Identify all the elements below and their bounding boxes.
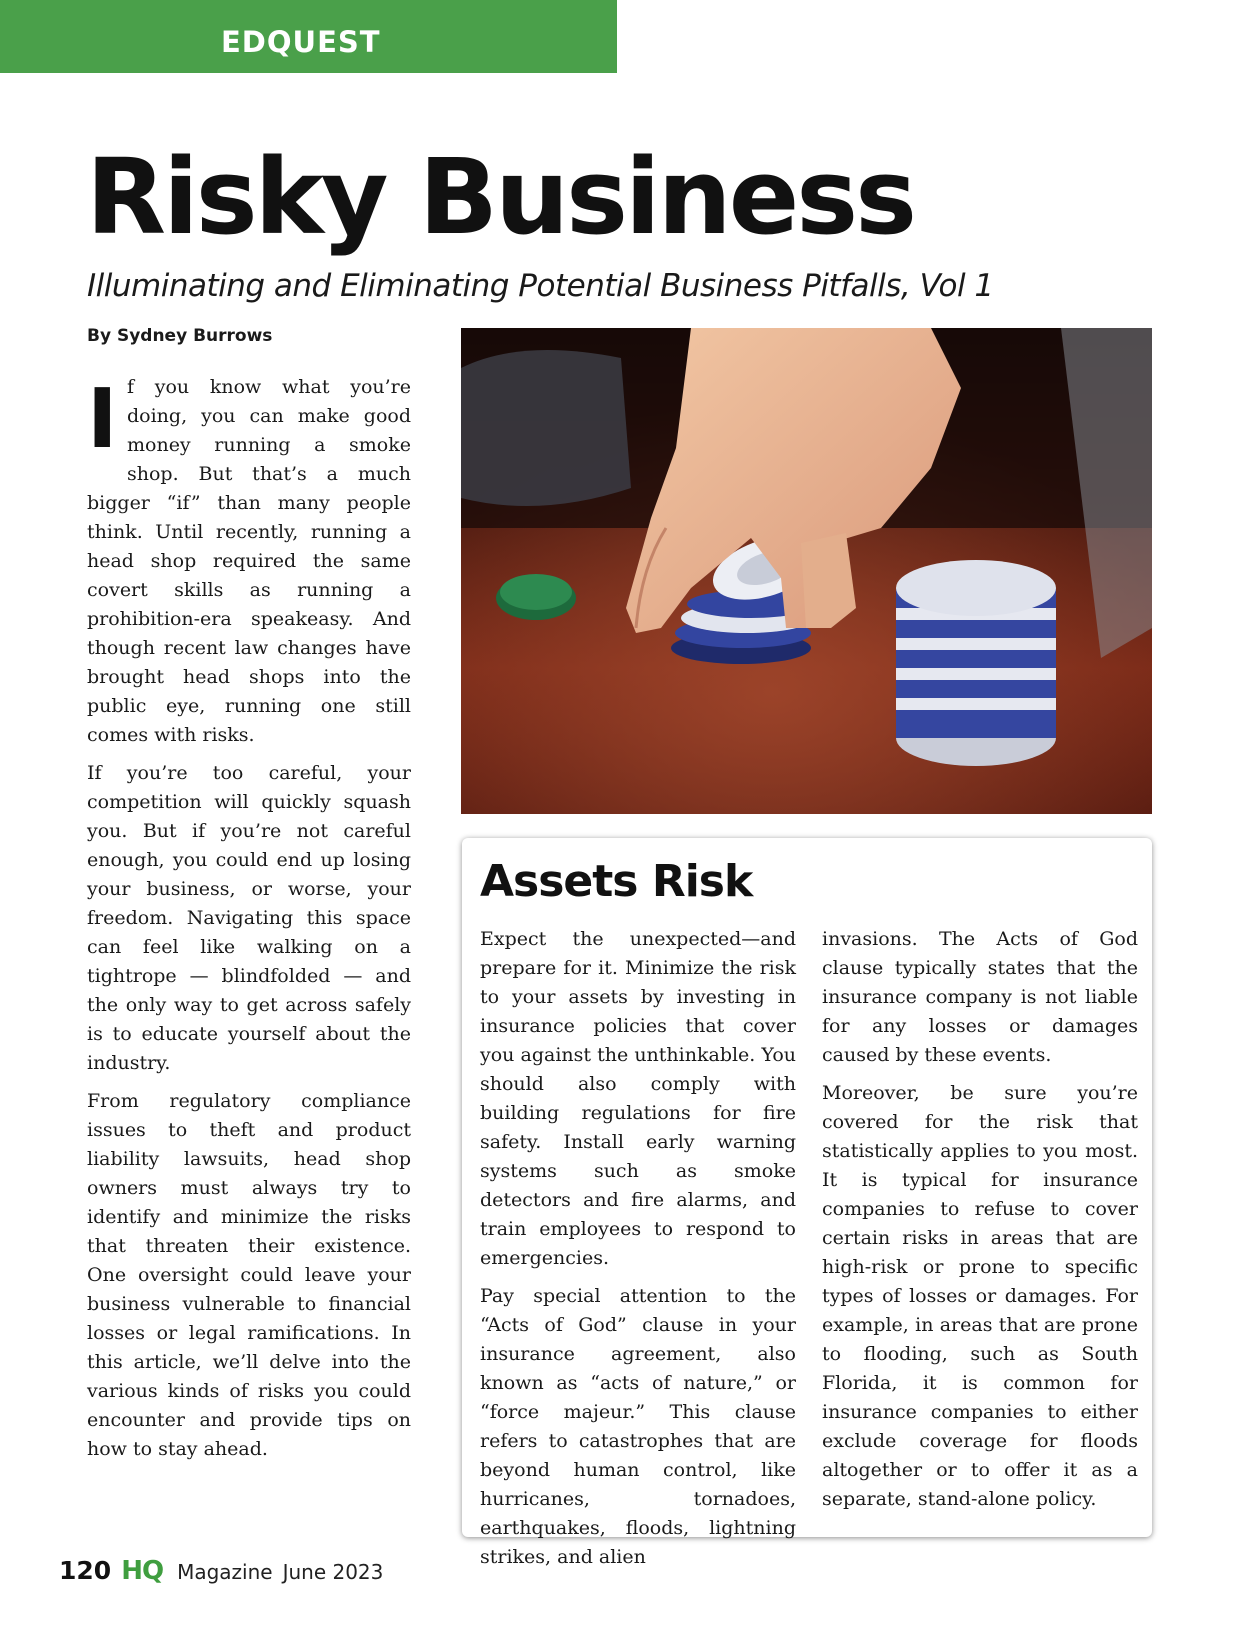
- poker-chips-illustration: [461, 328, 1152, 814]
- sidebar-column-right: [822, 925, 1138, 1523]
- article-subtitle: Illuminating and Eliminating Potential Business Pitfalls, Vol 1: [87, 268, 994, 304]
- sidebar-paragraph: Pay special attention to the “Acts of God” clause in your insurance agreement, also known as “acts of nature,” or “force majeur.” This clause refers to catastrophes that are beyond human control, like hurricanes, tornadoes, earthquakes, floods, lightning strikes, and alien: [480, 1285, 796, 1568]
- brand-logo: HQ: [121, 1556, 164, 1586]
- article-paragraph: From regulatory compliance issues to theft and product liability lawsuits, head shop owners must always try to identify and minimize the risks that threaten their existence. One oversight could leave your business vulnerable to financial losses or legal ramifications. In this article, we’ll delve into the various kinds of risks you could encounter and provide tips on how to stay ahead.: [87, 1090, 411, 1460]
- magazine-name: Magazine: [177, 1560, 273, 1584]
- page-number: 120: [59, 1556, 112, 1585]
- issue-date: June 2023: [282, 1560, 384, 1584]
- sidebar-column-left: [480, 925, 796, 1581]
- article-paragraph: If you know what you’re doing, you can make good money running a smoke shop. But that’s a much bigger “if” than many people think. Until recently, running a head shop required the same covert skills as running a prohibition-era speakeasy. And though recent law changes have brought head shops into the public eye, running one still comes with risks.: [87, 376, 411, 746]
- sidebar-paragraph: Moreover, be sure you’re covered for the risk that statistically applies to you most. It is typical for insurance companies to refuse to cover certain risks in areas that are high-risk or prone to specific types of losses or damages. For example, in areas that are prone to flooding, such as South Florida, it is common for insurance companies to either exclude coverage for floods altogether or to offer it as a separate, stand-alone policy.: [822, 1082, 1138, 1510]
- assets-risk-sidebar: [462, 838, 1152, 1568]
- article-title: Risky Business: [86, 136, 915, 258]
- poker-chips-photo: [461, 328, 1152, 814]
- article-paragraph: If you’re too careful, your competition will quickly squash you. But if you’re not careful enough, you could end up losing your business, or worse, your freedom. Navigating this space can feel like walking on a tightrope — blindfolded — and the only way to get across safely is to educate yourself about the industry.: [87, 762, 411, 1074]
- article-body: [87, 373, 411, 1473]
- article-byline: By Sydney Burrows: [87, 326, 273, 346]
- sidebar-paragraph: invasions. The Acts of God clause typically states that the insurance company is not liable for any losses or damages caused by these events.: [822, 928, 1138, 1066]
- drop-cap: I: [87, 379, 118, 465]
- page-footer: [59, 1558, 383, 1588]
- section-label: EDQUEST: [221, 25, 381, 59]
- sidebar-title: Assets Risk: [480, 856, 753, 907]
- sidebar-paragraph: Expect the unexpected—and prepare for it. Minimize the risk to your assets by investing in insurance policies that cover you against the unthinkable. You should also comply with building regulations for fire safety. Install early warning systems such as smoke detectors and fire alarms, and train employees to respond to emergencies.: [480, 928, 796, 1269]
